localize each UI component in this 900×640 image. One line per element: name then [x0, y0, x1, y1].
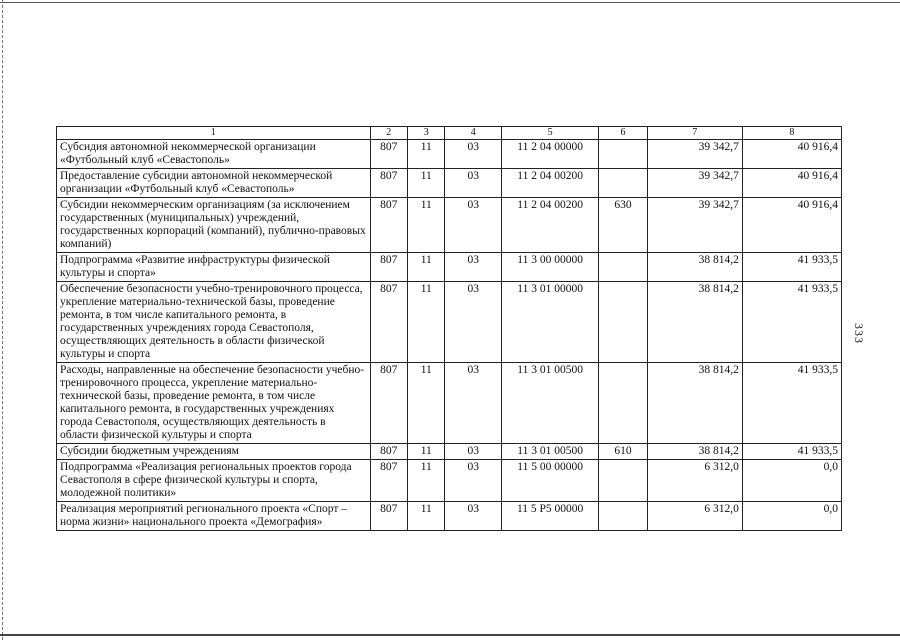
- table-row: [57, 169, 842, 198]
- row-amount-year-1: 6 312,0: [647, 502, 742, 531]
- table-row: [57, 460, 842, 502]
- row-description: Обеспечение безопасности учебно-тренировочного процесса, укрепление материально-технической базы, проведение ремонта, в том числе капитального ремонта, в государственных учреждениях города Севастополя, осуществляющих деятельность в области физической культуры и спорта: [57, 282, 371, 363]
- row-ministry-code: 807: [370, 502, 407, 531]
- table-row: [57, 444, 842, 460]
- row-subsection-code: 03: [445, 253, 502, 282]
- row-amount-year-1: 38 814,2: [647, 253, 742, 282]
- row-amount-year-1: 38 814,2: [647, 363, 742, 444]
- row-amount-year-2: 41 933,5: [742, 253, 841, 282]
- row-subsection-code: 03: [445, 282, 502, 363]
- row-ministry-code: 807: [370, 169, 407, 198]
- row-ministry-code: 807: [370, 363, 407, 444]
- row-expense-type-code: 630: [599, 198, 648, 253]
- row-ministry-code: 807: [370, 444, 407, 460]
- row-amount-year-2: 41 933,5: [742, 363, 841, 444]
- row-expense-type-code: [599, 253, 648, 282]
- row-description: Подпрограмма «Реализация региональных проектов города Севастополя в сфере физической культуры и спорта, молодежной политики»: [57, 460, 371, 502]
- header-cell: 2: [370, 127, 407, 140]
- row-section-code: 11: [408, 198, 445, 253]
- scan-edge-top: [0, 2, 900, 3]
- row-amount-year-2: 0,0: [742, 502, 841, 531]
- row-amount-year-2: 40 916,4: [742, 169, 841, 198]
- table-header-row: [57, 127, 842, 140]
- table-row: [57, 363, 842, 444]
- row-subsection-code: 03: [445, 444, 502, 460]
- row-description: Реализация мероприятий регионального проекта «Спорт – норма жизни» национального проекта «Демография»: [57, 502, 371, 531]
- row-amount-year-2: 40 916,4: [742, 140, 841, 169]
- row-subsection-code: 03: [445, 502, 502, 531]
- header-cell: 5: [502, 127, 599, 140]
- row-subsection-code: 03: [445, 363, 502, 444]
- scan-edge-bottom: [0, 634, 900, 636]
- row-amount-year-1: 38 814,2: [647, 282, 742, 363]
- row-section-code: 11: [408, 140, 445, 169]
- row-expense-type-code: 610: [599, 444, 648, 460]
- row-amount-year-2: 41 933,5: [742, 444, 841, 460]
- row-target-item-code: 11 5 P5 00000: [502, 502, 599, 531]
- row-amount-year-1: 39 342,7: [647, 140, 742, 169]
- row-subsection-code: 03: [445, 140, 502, 169]
- row-ministry-code: 807: [370, 282, 407, 363]
- table-row: [57, 282, 842, 363]
- row-expense-type-code: [599, 169, 648, 198]
- row-ministry-code: 807: [370, 198, 407, 253]
- row-subsection-code: 03: [445, 460, 502, 502]
- row-expense-type-code: [599, 363, 648, 444]
- scan-edge-left: [2, 0, 3, 640]
- row-target-item-code: 11 3 01 00500: [502, 444, 599, 460]
- table-row: [57, 198, 842, 253]
- row-ministry-code: 807: [370, 253, 407, 282]
- row-target-item-code: 11 3 01 00000: [502, 282, 599, 363]
- row-description: Субсидия автономной некоммерческой организации «Футбольный клуб «Севастополь»: [57, 140, 371, 169]
- row-section-code: 11: [408, 282, 445, 363]
- row-expense-type-code: [599, 140, 648, 169]
- row-section-code: 11: [408, 253, 445, 282]
- row-section-code: 11: [408, 460, 445, 502]
- row-target-item-code: 11 2 04 00200: [502, 169, 599, 198]
- table-body: [57, 127, 842, 531]
- row-amount-year-1: 39 342,7: [647, 198, 742, 253]
- row-amount-year-2: 41 933,5: [742, 282, 841, 363]
- row-description: Предоставление субсидии автономной некоммерческой организации «Футбольный клуб «Севастополь»: [57, 169, 371, 198]
- table-row: [57, 140, 842, 169]
- row-target-item-code: 11 2 04 00200: [502, 198, 599, 253]
- row-section-code: 11: [408, 169, 445, 198]
- row-expense-type-code: [599, 502, 648, 531]
- row-ministry-code: 807: [370, 460, 407, 502]
- row-subsection-code: 03: [445, 169, 502, 198]
- row-amount-year-1: 38 814,2: [647, 444, 742, 460]
- row-description: Субсидии бюджетным учреждениям: [57, 444, 371, 460]
- header-cell: 7: [647, 127, 742, 140]
- header-cell: 1: [57, 127, 371, 140]
- page-number: 333: [852, 323, 866, 344]
- table-row: [57, 502, 842, 531]
- row-ministry-code: 807: [370, 140, 407, 169]
- row-description: Подпрограмма «Развитие инфраструктуры физической культуры и спорта»: [57, 253, 371, 282]
- row-section-code: 11: [408, 363, 445, 444]
- row-amount-year-1: 6 312,0: [647, 460, 742, 502]
- row-subsection-code: 03: [445, 198, 502, 253]
- row-amount-year-2: 0,0: [742, 460, 841, 502]
- row-target-item-code: 11 2 04 00000: [502, 140, 599, 169]
- header-cell: 8: [742, 127, 841, 140]
- row-amount-year-2: 40 916,4: [742, 198, 841, 253]
- row-target-item-code: 11 3 00 00000: [502, 253, 599, 282]
- header-cell: 4: [445, 127, 502, 140]
- row-description: Расходы, направленные на обеспечение безопасности учебно-тренировочного процесса, укрепление материально-технической базы, проведение ремонта, в том числе капитального ремонта, в государственных учреждениях города Севастополя, осуществляющих деятельность в области физической культуры и спорта: [57, 363, 371, 444]
- row-section-code: 11: [408, 444, 445, 460]
- row-description: Субсидии некоммерческим организациям (за исключением государственных (муниципальных) учреждений, государственных корпораций (компаний), публично-правовых компаний): [57, 198, 371, 253]
- row-target-item-code: 11 3 01 00500: [502, 363, 599, 444]
- budget-table: [56, 126, 842, 531]
- row-section-code: 11: [408, 502, 445, 531]
- header-cell: 6: [599, 127, 648, 140]
- header-cell: 3: [408, 127, 445, 140]
- row-expense-type-code: [599, 460, 648, 502]
- row-amount-year-1: 39 342,7: [647, 169, 742, 198]
- row-target-item-code: 11 5 00 00000: [502, 460, 599, 502]
- table-row: [57, 253, 842, 282]
- row-expense-type-code: [599, 282, 648, 363]
